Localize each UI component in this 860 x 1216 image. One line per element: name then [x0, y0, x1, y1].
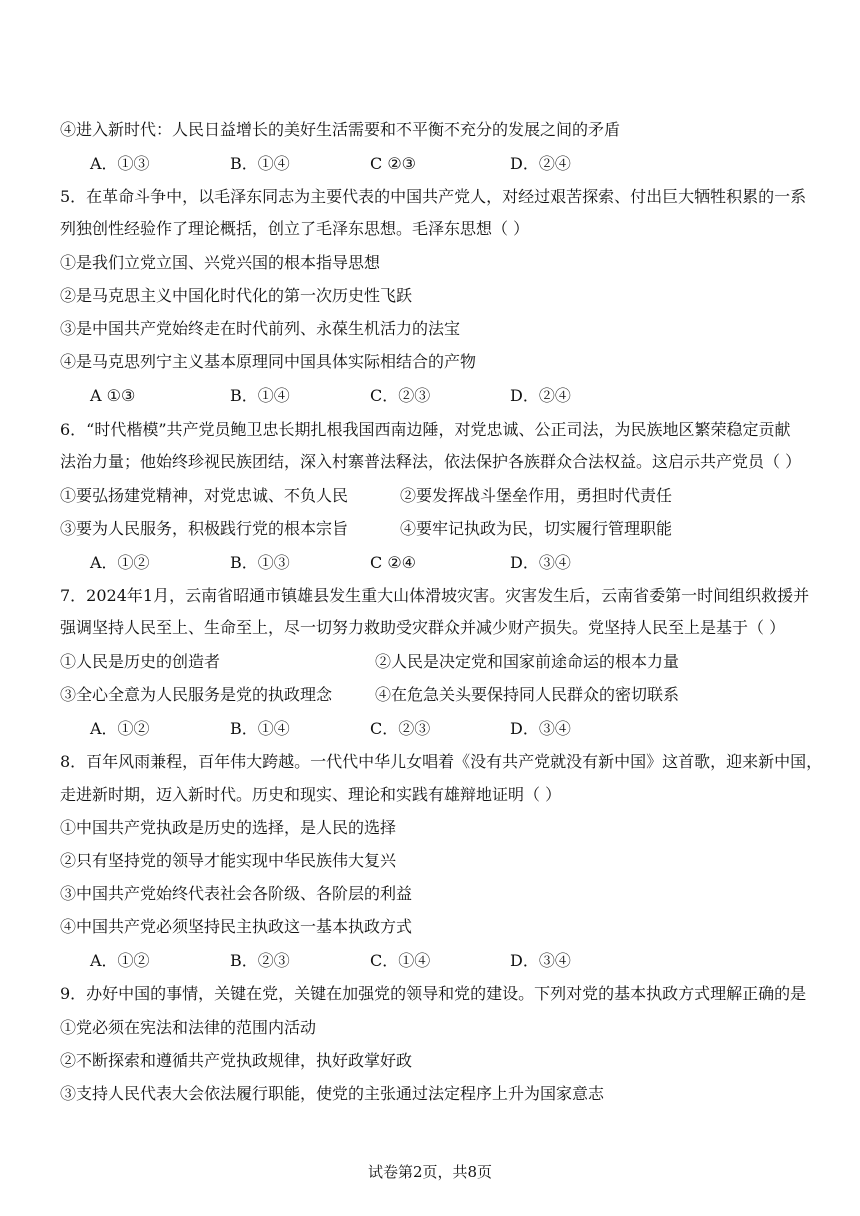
q8-item-2: ②只有坚持党的领导才能实现中华民族伟大复兴	[60, 851, 397, 870]
q7-option-c: C．②③	[370, 719, 431, 738]
q5-item-2: ②是马克思主义中国化时代化的第一次历史性飞跃	[60, 286, 413, 305]
q7-item-3: ③全心全意为人民服务是党的执政理念	[60, 685, 333, 704]
q6-item-2: ②要发挥战斗堡垒作用，勇担时代责任	[400, 486, 673, 505]
q6-item-3: ③要为人民服务，积极践行党的根本宗旨	[60, 519, 349, 538]
q6-option-b: B．①③	[230, 553, 290, 572]
q6-item-1: ①要弘扬建党精神，对党忠诚、不负人民	[60, 486, 349, 505]
q4-option-c: C ②③	[370, 154, 417, 173]
q6-stem-line-2: 法治力量；他始终珍视民族团结，深入村寨普法释法，依法保护各族群众合法权益。这启示共产党员（ ）	[60, 452, 802, 471]
q7-stem-line-2: 强调坚持人民至上、生命至上，尽一切努力救助受灾群众并减少财产损失。党坚持人民至上是基于（ ）	[60, 618, 786, 637]
q8-option-d: D．③④	[510, 951, 571, 970]
q5-option-b: B．①④	[230, 386, 290, 405]
q6-option-c: C ②④	[370, 553, 417, 572]
q7-option-b: B．①④	[230, 719, 290, 738]
q8-option-b: B．②③	[230, 951, 290, 970]
q9-item-1: ①党必须在宪法和法律的范围内活动	[60, 1018, 317, 1037]
q7-option-a: A．①②	[90, 719, 150, 738]
q6-item-4: ④要牢记执政为民，切实履行管理职能	[400, 519, 673, 538]
q9-item-2: ②不断探索和遵循共产党执政规律，执好政掌好政	[60, 1051, 413, 1070]
q5-stem-line-2: 列独创性经验作了理论概括，创立了毛泽东思想。毛泽东思想（ ）	[60, 219, 530, 238]
q4-option-a: A．①③	[90, 154, 150, 173]
q8-stem-line-1: 8．百年风雨兼程，百年伟大跨越。一代代中华儿女唱着《没有共产党就没有新中国》这首歌，迎来新中国，	[60, 752, 823, 771]
q4-item-4: ④进入新时代：人民日益增长的美好生活需要和不平衡不充分的发展之间的矛盾	[60, 120, 621, 139]
q5-option-a: A ①③	[90, 386, 136, 405]
q4-option-b: B．①④	[230, 154, 290, 173]
q8-item-4: ④中国共产党必须坚持民主执政这一基本执政方式	[60, 917, 413, 936]
q8-option-a: A．①②	[90, 951, 150, 970]
q7-item-2: ②人民是决定党和国家前途命运的根本力量	[375, 652, 680, 671]
q6-option-a: A．①②	[90, 553, 150, 572]
q8-option-c: C．①④	[370, 951, 431, 970]
q7-option-d: D．③④	[510, 719, 571, 738]
q9-stem-line-1: 9．办好中国的事情，关键在党，关键在加强党的领导和党的建设。下列对党的基本执政方式理解正确的是	[60, 984, 807, 1003]
q8-item-1: ①中国共产党执政是历史的选择，是人民的选择	[60, 818, 397, 837]
q5-item-3: ③是中国共产党始终走在时代前列、永葆生机活力的法宝	[60, 319, 461, 338]
q4-option-d: D．②④	[510, 154, 571, 173]
page-footer: 试卷第2页，共8页	[367, 1163, 493, 1181]
q5-option-c: C．②③	[370, 386, 431, 405]
q6-stem-line-1: 6．“时代楷模”共产党员鲍卫忠长期扎根我国西南边陲，对党忠诚、公正司法，为民族地区繁荣稳定贡献	[60, 420, 791, 439]
q8-stem-line-2: 走进新时期，迈入新时代。历史和现实、理论和实践有雄辩地证明（ ）	[60, 785, 562, 804]
q8-item-3: ③中国共产党始终代表社会各阶级、各阶层的利益	[60, 884, 413, 903]
q5-option-d: D．②④	[510, 386, 571, 405]
q9-item-3: ③支持人民代表大会依法履行职能，使党的主张通过法定程序上升为国家意志	[60, 1084, 605, 1103]
q7-item-4: ④在危急关头要保持同人民群众的密切联系	[375, 685, 680, 704]
q5-stem-line-1: 5．在革命斗争中，以毛泽东同志为主要代表的中国共产党人，对经过艰苦探索、付出巨大牺牲积累的一系	[60, 187, 807, 206]
q5-item-1: ①是我们立党立国、兴党兴国的根本指导思想	[60, 253, 381, 272]
q7-stem-line-1: 7．2024年1月，云南省昭通市镇雄县发生重大山体滑坡灾害。灾害发生后，云南省委第一时间组织救援并	[60, 586, 810, 605]
q6-option-d: D．③④	[510, 553, 571, 572]
q5-item-4: ④是马克思列宁主义基本原理同中国具体实际相结合的产物	[60, 352, 477, 371]
q7-item-1: ①人民是历史的创造者	[60, 652, 221, 671]
